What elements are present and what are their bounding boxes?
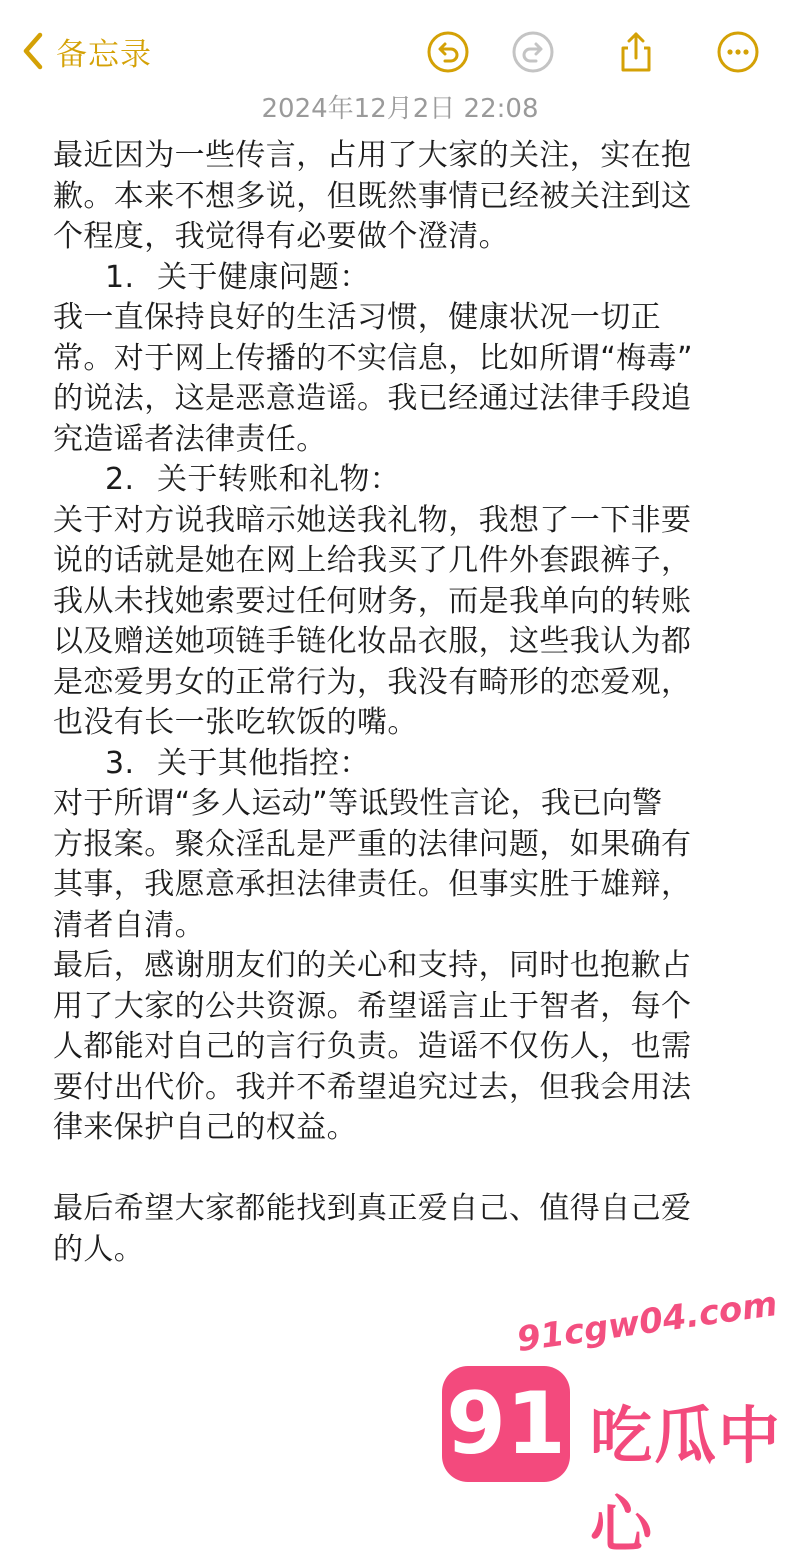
note-line: 说的话就是她在网上给我买了几件外套跟裤子， <box>53 543 692 578</box>
note-line: 清者自清。 <box>53 907 205 943</box>
section-other <box>53 744 753 947</box>
redo-icon <box>511 30 555 74</box>
note-line: 我一直保持良好的生活习惯，健康状况一切正 <box>53 300 661 335</box>
note-line: 人都能对自己的言行负责。造谣不仅伤人，也需 <box>53 1029 692 1064</box>
note-line: 的说法，这是恶意造谣。我已经通过法律手段追 <box>53 381 692 416</box>
note-datetime: 2024年12月2日 22:08 <box>261 94 539 124</box>
section-title: 关于健康问题： <box>157 259 370 295</box>
intro-paragraph <box>53 136 753 258</box>
undo-icon <box>426 30 470 74</box>
note-line: 对于所谓“多人运动”等诋毁性言论，我已向警 <box>53 786 663 821</box>
more-icon <box>716 30 760 74</box>
note-line: 个程度，我觉得有必要做个澄清。 <box>53 219 509 254</box>
note-body[interactable] <box>53 136 753 1270</box>
section-number: 1. <box>105 259 135 295</box>
share-button[interactable] <box>614 30 658 74</box>
note-line: 用了大家的公共资源。希望谣言止于智者，每个 <box>53 988 692 1024</box>
chevron-left-icon <box>18 31 50 71</box>
section-gifts <box>53 460 753 744</box>
watermark-logo-text: 91 <box>446 1374 566 1474</box>
note-line: 歉。本来不想多说，但既然事情已经被关注到这 <box>53 178 692 214</box>
back-button[interactable] <box>18 26 152 76</box>
note-line: 要付出代价。我并不希望追究过去，但我会用法 <box>53 1069 692 1105</box>
note-line: 律来保护自己的权益。 <box>53 1110 357 1145</box>
note-line: 常。对于网上传播的不实信息，比如所谓“梅毒” <box>53 340 693 376</box>
note-line: 的人。 <box>53 1231 145 1267</box>
note-line: 以及赠送她项链手链化妆品衣服，这些我认为都 <box>53 624 692 659</box>
share-icon <box>614 30 658 74</box>
note-line: 其事，我愿意承担法律责任。但事实胜于雄辩， <box>53 867 692 902</box>
section-health <box>53 258 753 461</box>
back-label: 备忘录 <box>56 36 152 73</box>
more-button[interactable] <box>716 30 760 74</box>
undo-button[interactable] <box>426 30 470 74</box>
redo-button[interactable] <box>511 30 555 74</box>
section-heading <box>53 258 753 299</box>
watermark-url: 91cgw04.com <box>514 1283 780 1361</box>
note-line: 最后，感谢朋友们的关心和支持，同时也抱歉占 <box>53 948 692 983</box>
final-paragraph <box>53 1189 753 1270</box>
watermark-text: 吃瓜中心 <box>590 1399 783 1561</box>
note-line: 最后希望大家都能找到真正爱自己、值得自己爱 <box>53 1191 692 1226</box>
note-line: 最近因为一些传言，占用了大家的关注，实在抱 <box>53 138 692 173</box>
note-line: 究造谣者法律责任。 <box>53 421 327 457</box>
site-watermark <box>440 1283 800 1561</box>
section-heading <box>53 744 753 785</box>
note-line: 关于对方说我暗示她送我礼物，我想了一下非要 <box>53 502 692 538</box>
section-number: 3. <box>105 745 135 781</box>
note-line: 方报案。聚众淫乱是严重的法律问题，如果确有 <box>53 826 692 862</box>
note-toolbar <box>0 0 800 100</box>
section-number: 2. <box>105 462 135 497</box>
note-line: 是恋爱男女的正常行为，我没有畸形的恋爱观， <box>53 664 692 700</box>
watermark-logo <box>442 1366 570 1482</box>
closing-paragraph <box>53 946 753 1149</box>
blank-line <box>53 1149 753 1190</box>
section-heading <box>53 460 753 501</box>
section-title: 关于转账和礼物： <box>157 462 401 497</box>
note-line: 我从未找她索要过任何财务，而是我单向的转账 <box>53 583 692 619</box>
section-title: 关于其他指控： <box>157 745 370 781</box>
note-line: 也没有长一张吃软饭的嘴。 <box>53 705 418 740</box>
